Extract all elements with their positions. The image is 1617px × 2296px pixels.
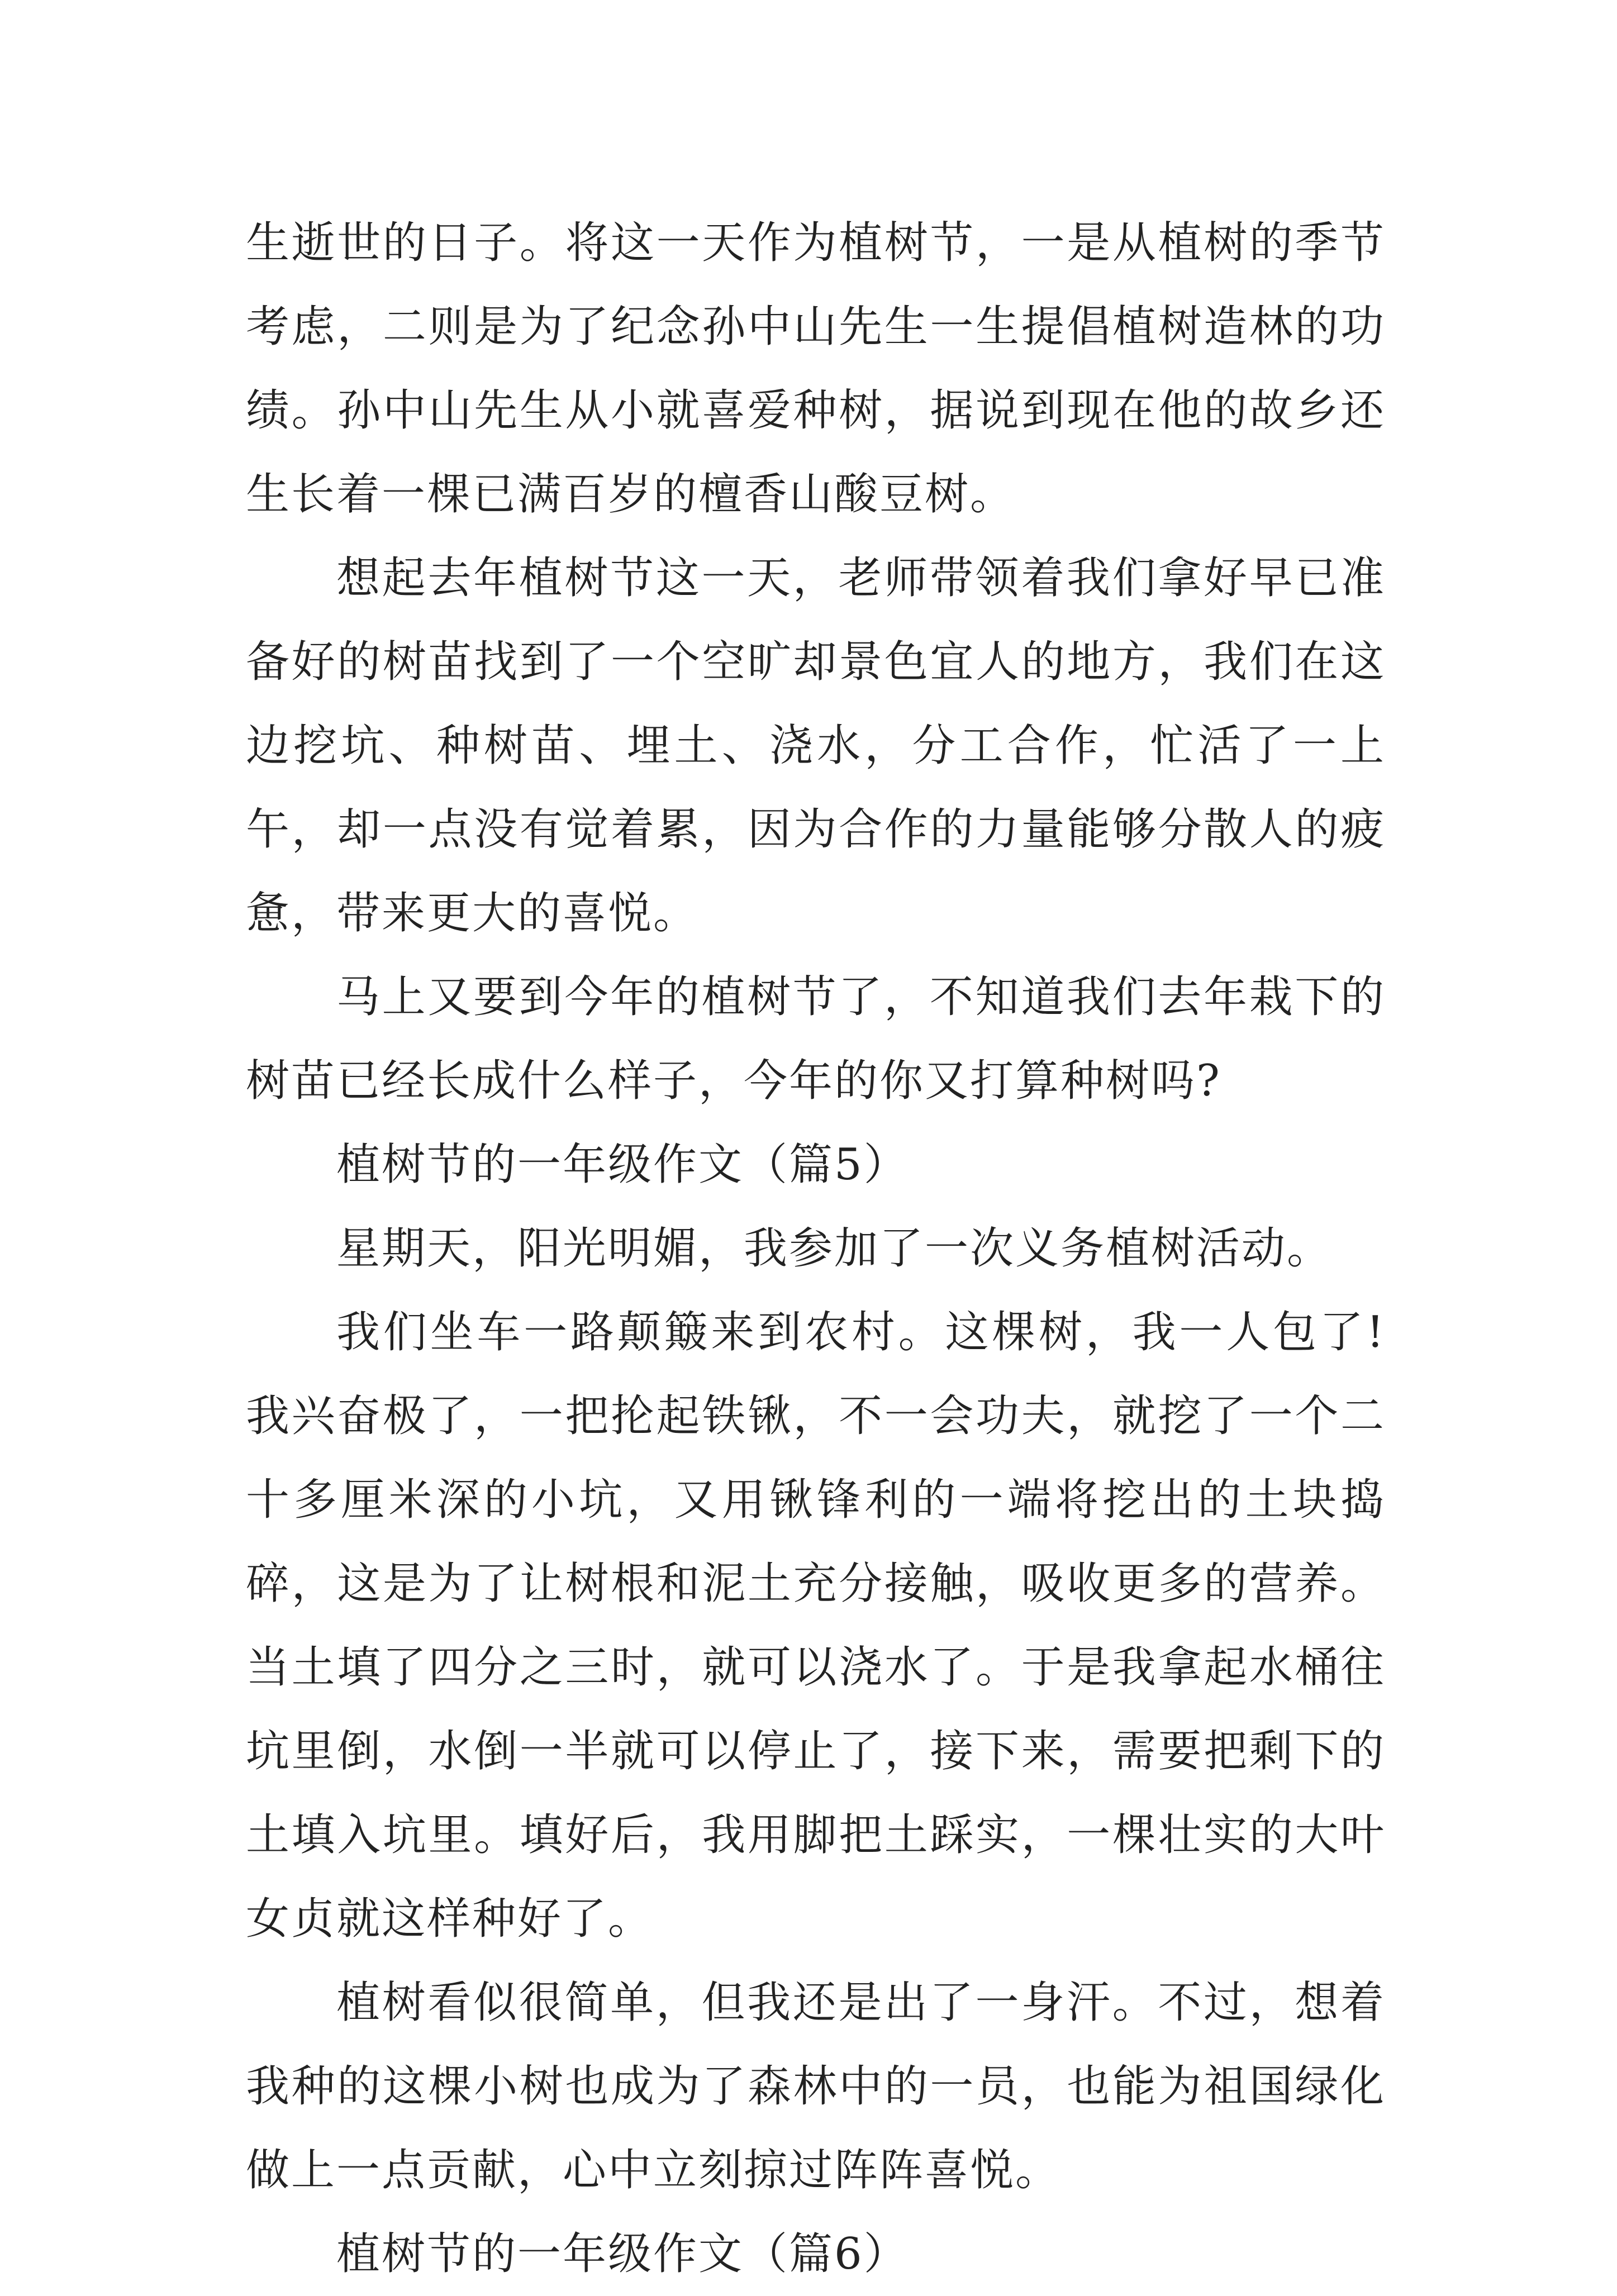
document-body	[246, 201, 1386, 2296]
paragraph-2: 想起去年植树节这一天，老师带领着我们拿好早已准备好的树苗找到了一个空旷却景色宜人的地方，我们在这边挖坑、种树苗、埋土、浇水，分工合作，忙活了一上午，却一点没有觉着累，因为合作的力量能够分散人的疲惫，带来更大的喜悦。	[246, 553, 1386, 939]
paragraph-3: 马上又要到今年的植树节了，不知道我们去年栽下的树苗已经长成什么样子，今年的你又打算种树吗?	[246, 972, 1386, 1106]
paragraph-5: 我们坐车一路颠簸来到农村。这棵树，我一人包了!我兴奋极了，一把抡起铁锹，不一会功夫，就挖了一个二十多厘米深的小坑，又用锹锋利的一端将挖出的土块捣碎，这是为了让树根和泥土充分接触，吸收更多的营养。当土填了四分之三时，就可以浇水了。于是我拿起水桶往坑里倒，水倒一半就可以停止了，接下来，需要把剩下的土填入坑里。填好后，我用脚把土踩实，一棵壮实的大叶女贞就这样种好了。	[246, 1307, 1386, 1944]
section-heading-6: 植树节的一年级作文（篇6）	[336, 2229, 909, 2279]
paragraph-1: 生逝世的日子。将这一天作为植树节，一是从植树的季节考虑，二则是为了纪念孙中山先生一生提倡植树造林的功绩。孙中山先生从小就喜爱种树，据说到现在他的故乡还生长着一棵已满百岁的檀香山酸豆树。	[246, 218, 1386, 520]
paragraph-6: 植树看似很简单，但我还是出了一身汗。不过，想着我种的这棵小树也成为了森林中的一员，也能为祖国绿化做上一点贡献，心中立刻掠过阵阵喜悦。	[246, 1978, 1386, 2195]
section-heading-5: 植树节的一年级作文（篇5）	[336, 1140, 909, 1190]
paragraph-4: 星期天，阳光明媚，我参加了一次义务植树活动。	[336, 1223, 1333, 1274]
